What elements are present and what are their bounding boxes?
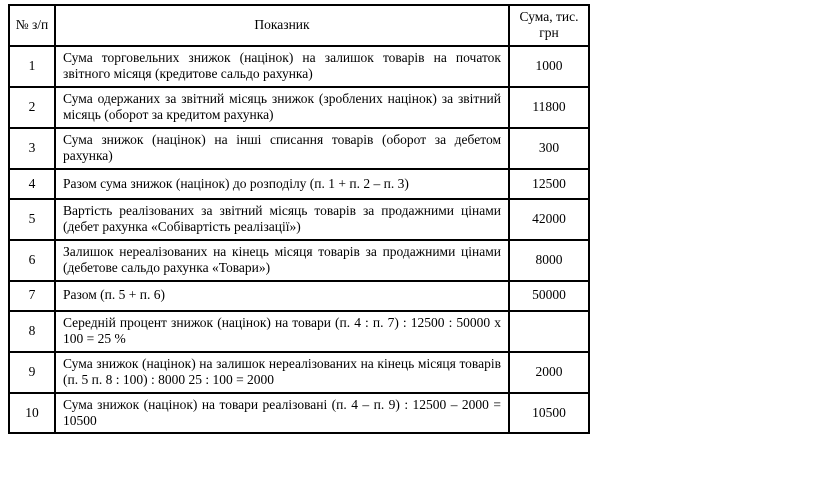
row-indicator-cell: Сума одержаних за звітний місяць знижок (зроблених націнок) за звітний місяць (оборот за кредитом рахунка) [55, 87, 509, 128]
row-number-cell: 2 [9, 87, 55, 128]
row-number-cell: 3 [9, 128, 55, 169]
column-header-number: № з/п [9, 5, 55, 46]
row-indicator-cell: Середній процент знижок (націнок) на товари (п. 4 : п. 7) : 12500 : 50000 х 100 = 25 % [55, 311, 509, 352]
column-header-indicator: Показник [55, 5, 509, 46]
row-sum-cell: 300 [509, 128, 589, 169]
table-row [9, 393, 589, 434]
row-sum-cell: 11800 [509, 87, 589, 128]
row-indicator-cell: Разом (п. 5 + п. 6) [55, 281, 509, 311]
column-header-sum: Сума, тис. грн [509, 5, 589, 46]
row-number-cell: 10 [9, 393, 55, 434]
row-indicator-cell: Вартість реалізованих за звітний місяць товарів за продажними цінами (дебет рахунка «Собівартість реалізації») [55, 199, 509, 240]
table-row [9, 311, 589, 352]
row-number-cell: 1 [9, 46, 55, 87]
row-sum-cell: 10500 [509, 393, 589, 434]
row-number-cell: 5 [9, 199, 55, 240]
row-sum-cell: 12500 [509, 169, 589, 199]
row-sum-cell [509, 311, 589, 352]
discounts-distribution-table [8, 4, 590, 434]
table-row [9, 240, 589, 281]
row-number-cell: 4 [9, 169, 55, 199]
row-number-cell: 7 [9, 281, 55, 311]
row-number-cell: 8 [9, 311, 55, 352]
row-sum-cell: 2000 [509, 352, 589, 393]
row-indicator-cell: Сума знижок (націнок) на залишок нереалізованих на кінець місяця товарів (п. 5 п. 8 : 100) : 8000 25 : 100 = 2000 [55, 352, 509, 393]
row-indicator-cell: Разом сума знижок (націнок) до розподілу (п. 1 + п. 2 – п. 3) [55, 169, 509, 199]
row-sum-cell: 1000 [509, 46, 589, 87]
table-row [9, 281, 589, 311]
table-row [9, 199, 589, 240]
row-sum-cell: 42000 [509, 199, 589, 240]
row-number-cell: 6 [9, 240, 55, 281]
table-row [9, 169, 589, 199]
row-indicator-cell: Залишок нереалізованих на кінець місяця товарів за продажними цінами (дебетове сальдо рахунка «Товари») [55, 240, 509, 281]
table-row [9, 352, 589, 393]
row-indicator-cell: Сума торговельних знижок (націнок) на залишок товарів на початок звітного місяця (кредитове сальдо рахунка) [55, 46, 509, 87]
row-sum-cell: 50000 [509, 281, 589, 311]
row-number-cell: 9 [9, 352, 55, 393]
header-row [9, 5, 589, 46]
row-indicator-cell: Сума знижок (націнок) на інші списання товарів (оборот за дебетом рахунка) [55, 128, 509, 169]
table-row [9, 128, 589, 169]
row-sum-cell: 8000 [509, 240, 589, 281]
table-row [9, 46, 589, 87]
row-indicator-cell: Сума знижок (націнок) на товари реалізовані (п. 4 – п. 9) : 12500 – 2000 = 10500 [55, 393, 509, 434]
table-row [9, 87, 589, 128]
